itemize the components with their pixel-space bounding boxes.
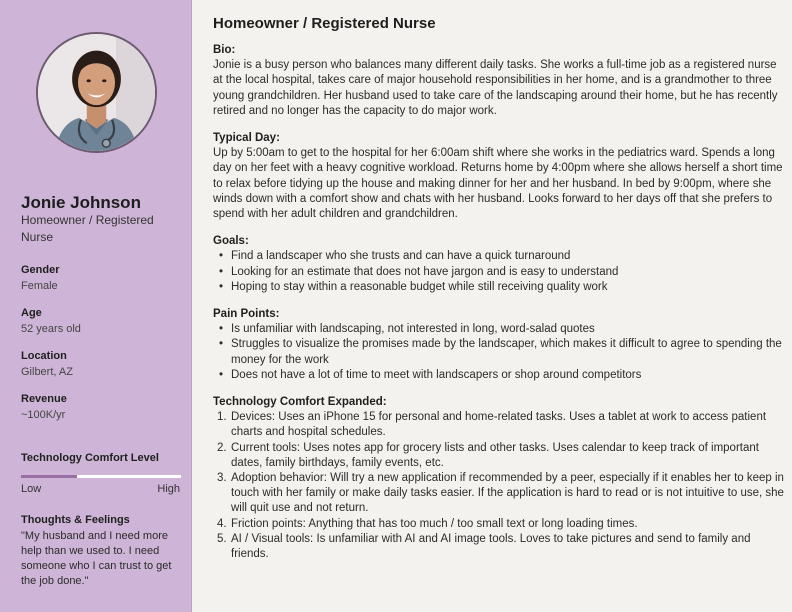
list-item: • Looking for an estimate that does not have jargon and is easy to understand: [213, 265, 785, 280]
list-number: 1.: [217, 411, 227, 424]
typical-day-section: [213, 131, 785, 222]
revenue-label: Revenue: [21, 393, 67, 405]
gender-field: [21, 263, 60, 294]
persona-sidebar: [0, 0, 192, 612]
typical-day-heading: Typical Day:: [213, 132, 280, 145]
tech-comfort-low-label: Low: [21, 483, 42, 495]
goals-list: [213, 249, 785, 295]
tech-comfort-bar: [21, 475, 181, 478]
revenue-value: ~100K/yr: [21, 409, 66, 421]
location-label: Location: [21, 350, 67, 362]
age-value: 52 years old: [21, 323, 81, 335]
list-number: 2.: [217, 441, 227, 454]
tech-comfort-high-label: High: [157, 483, 180, 495]
age-field: [21, 306, 81, 337]
bio-heading: Bio:: [213, 44, 236, 56]
typical-day-text: Up by 5:00am to get to the hospital for her 6:00am shift where she works in the pediatrics ward. Spends a long day on her feet with a heavy cognitive workload. Returns home by 4:00pm where she allows herself a short time to relax before tidying up the house and making dinner for her and her husband. In bed by 9:00pm, where she winds down with a comfort show and chats with her husband. Looks forward to her days off that she prefers to spend with her adult children and grandchildren.: [213, 147, 783, 221]
list-item: • Hoping to stay within a reasonable budget while still receiving quality work: [213, 280, 785, 295]
list-text: Adoption behavior: Will try a new application if recommended by a peer, especially if it enables her to keep in touch with her family or make daily tasks easier. If the application is hard to read or is not intuitive to use, she will quit use and not return.: [231, 472, 784, 515]
persona-details: [213, 14, 785, 574]
revenue-field: [21, 392, 67, 423]
list-item: • Is unfamiliar with landscaping, not interested in long, word-salad quotes: [213, 322, 785, 337]
goals-heading: Goals:: [213, 235, 249, 248]
list-number: 5.: [217, 532, 227, 545]
tech-comfort-title: Technology Comfort Level: [21, 452, 159, 464]
bio-section: [213, 43, 785, 119]
avatar: [36, 32, 157, 153]
location-value: Gilbert, AZ: [21, 366, 73, 378]
age-label: Age: [21, 307, 42, 319]
thoughts-quote: "My husband and I need more help than we used to. I need someone who I can trust to get the job done.": [21, 530, 172, 587]
list-number: 4.: [217, 517, 227, 530]
bio-text: Jonie is a busy person who balances many different daily tasks. She works a full-time job as a registered nurse at the local hospital, takes care of major household responsibilities in her home, and is a grandmother to three young grandchildren. Her husband used to take care of the landscaping around their home, but he has recently retired and no longer has the capacity to do major work.: [213, 59, 778, 117]
list-text: Friction points: Anything that has too much / too small text or long loading times.: [231, 517, 638, 530]
list-item: • Find a landscaper who she trusts and can have a quick turnaround: [213, 249, 785, 264]
list-item: [213, 517, 785, 532]
tech-expanded-heading: Technology Comfort Expanded:: [213, 396, 387, 409]
list-text: AI / Visual tools: Is unfamiliar with AI and AI image tools. Loves to take pictures and send to family and friends.: [231, 532, 751, 561]
nurse-portrait-icon: [38, 34, 155, 151]
page-title: Homeowner / Registered Nurse: [213, 15, 436, 32]
list-text: Current tools: Uses notes app for grocery lists and other tasks. Uses calendar to keep track of important dates, family birthdays, family events, etc.: [231, 441, 759, 469]
list-number: 3.: [217, 472, 227, 485]
gender-value: Female: [21, 280, 58, 292]
pain-points-list: [213, 322, 785, 383]
persona-name: Jonie Johnson: [21, 193, 141, 212]
list-item: • Struggles to visualize the promises made by the landscaper, which makes it difficult to agree to spending the money for the work: [213, 337, 785, 367]
goals-section: [213, 234, 785, 295]
list-item: [213, 532, 785, 562]
list-item: [213, 471, 785, 517]
pain-points-section: [213, 307, 785, 383]
gender-label: Gender: [21, 264, 60, 276]
tech-expanded-section: [213, 395, 785, 562]
list-item: • Does not have a lot of time to meet with landscapers or shop around competitors: [213, 368, 785, 383]
thoughts-label: Thoughts & Feelings: [21, 514, 130, 526]
list-item: [213, 441, 785, 471]
location-field: [21, 349, 73, 380]
thoughts-section: [21, 513, 185, 589]
pain-points-heading: Pain Points:: [213, 308, 280, 321]
tech-expanded-list: [213, 410, 785, 562]
tech-comfort-fill: [21, 475, 77, 478]
persona-subtitle: Homeowner / Registered Nurse: [21, 213, 154, 244]
list-text: Devices: Uses an iPhone 15 for personal and home-related tasks. Uses a tablet at work to access patient charts and hospital schedules.: [231, 411, 767, 439]
list-item: [213, 410, 785, 440]
